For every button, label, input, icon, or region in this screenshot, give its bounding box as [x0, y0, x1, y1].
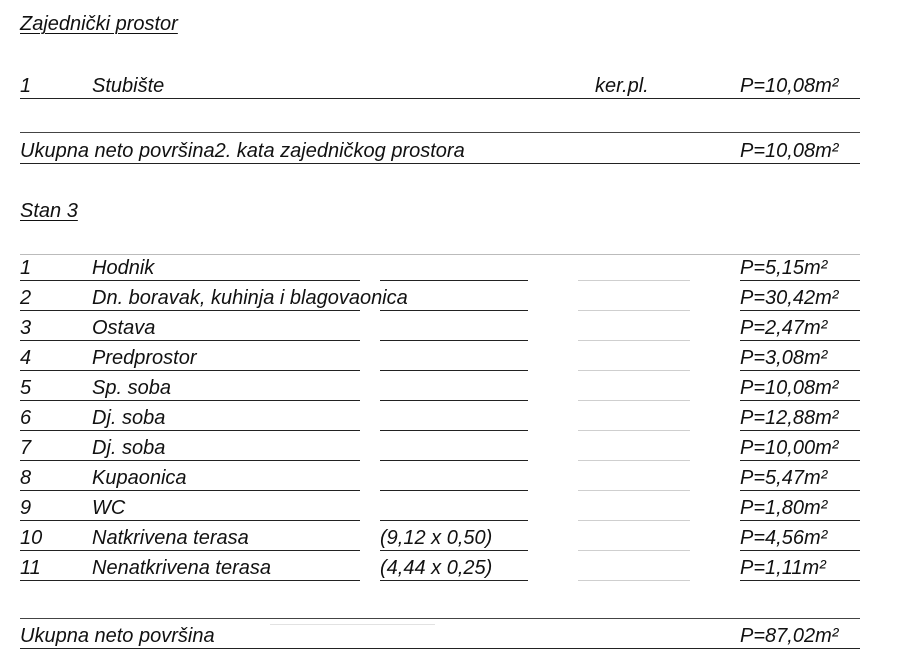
- table-row-area: P=10,00m²: [740, 437, 839, 459]
- table-row-rule: [380, 280, 528, 281]
- table-row-area: P=10,08m²: [740, 377, 839, 399]
- table-row-rule: [740, 550, 860, 551]
- table-row-area: P=5,15m²: [740, 257, 828, 279]
- table-row-num: 3: [20, 317, 32, 339]
- table-row-area: P=30,42m²: [740, 287, 839, 309]
- zajednicki-total-top-rule: [20, 132, 860, 133]
- table-row-num: 8: [20, 467, 32, 489]
- table-row-rule: [20, 460, 360, 461]
- section-heading-stan3: Stan 3: [20, 200, 78, 222]
- stan3-total-top-rule: [20, 618, 860, 619]
- table-row-rule: [740, 370, 860, 371]
- table-row-area: P=4,56m²: [740, 527, 828, 549]
- table-row-num: 10: [20, 527, 43, 549]
- table-row-dims: (9,12 x 0,50): [380, 527, 493, 549]
- section-heading-zajednicki: Zajednički prostor: [20, 13, 178, 35]
- table-row-faint-rule: [578, 460, 690, 461]
- table-row-rule: [20, 400, 360, 401]
- table-row-area: P=3,08m²: [740, 347, 828, 369]
- table-row-rule: [380, 340, 528, 341]
- table-row-name: Kupaonica: [92, 467, 187, 489]
- table-row-area: P=5,47m²: [740, 467, 828, 489]
- table-row-name: Dj. soba: [92, 407, 166, 429]
- table-row-faint-rule: [578, 490, 690, 491]
- table-row-num: 4: [20, 347, 32, 369]
- table-row-rule: [20, 580, 360, 581]
- table-row-num: 7: [20, 437, 32, 459]
- table-row-name: Natkrivena terasa: [92, 527, 249, 549]
- table-row-faint-rule: [578, 520, 690, 521]
- table-row-rule: [380, 430, 528, 431]
- table-row-num: 11: [20, 557, 41, 579]
- table-row-rule: [20, 550, 360, 551]
- zajednicki-total-label: Ukupna neto površina2. kata zajedničkog prostora: [20, 140, 465, 162]
- table-row-rule: [740, 400, 860, 401]
- table-row-faint-rule: [578, 430, 690, 431]
- table-row-rule: [380, 520, 528, 521]
- table-row-rule: [740, 580, 860, 581]
- zajednicki-row-name: Stubište: [92, 75, 165, 97]
- stan3-total-bottom-rule: [20, 648, 860, 649]
- table-row-rule: [740, 490, 860, 491]
- table-row-rule: [380, 310, 528, 311]
- table-row-rule: [380, 400, 528, 401]
- zajednicki-row-rule: [20, 98, 860, 99]
- table-row-rule: [380, 580, 528, 581]
- table-row-rule: [740, 430, 860, 431]
- zajednicki-row-num: 1: [20, 75, 32, 97]
- stan3-total-area: P=87,02m²: [740, 625, 839, 647]
- table-row-rule: [380, 490, 528, 491]
- table-row-area: P=12,88m²: [740, 407, 839, 429]
- stan3-table-top-rule: [20, 254, 860, 255]
- zajednicki-row-finish: ker.pl.: [595, 75, 649, 97]
- table-row-dims: (4,44 x 0,25): [380, 557, 493, 579]
- table-row-rule: [20, 520, 360, 521]
- table-row-rule: [20, 490, 360, 491]
- table-row-faint-rule: [578, 550, 690, 551]
- table-row-faint-rule: [578, 580, 690, 581]
- table-row-num: 2: [20, 287, 32, 309]
- table-row-name: Ostava: [92, 317, 156, 339]
- table-row-name: Dj. soba: [92, 437, 166, 459]
- table-row-rule: [740, 340, 860, 341]
- table-row-faint-rule: [578, 280, 690, 281]
- stan3-total-label: Ukupna neto površina: [20, 625, 215, 647]
- table-row-faint-rule: [578, 400, 690, 401]
- table-row-num: 5: [20, 377, 32, 399]
- stan3-total-smudge: [270, 624, 435, 625]
- zajednicki-row-area: P=10,08m²: [740, 75, 839, 97]
- table-row-rule: [20, 280, 360, 281]
- table-row-name: Dn. boravak, kuhinja i blagovaonica: [92, 287, 408, 309]
- table-row-faint-rule: [578, 370, 690, 371]
- table-row-rule: [740, 460, 860, 461]
- table-row-rule: [740, 520, 860, 521]
- table-row-name: Sp. soba: [92, 377, 171, 399]
- table-row-name: Hodnik: [92, 257, 155, 279]
- table-row-faint-rule: [578, 310, 690, 311]
- table-row-rule: [20, 310, 360, 311]
- table-row-name: WC: [92, 497, 126, 519]
- table-row-rule: [20, 340, 360, 341]
- table-row-area: P=1,80m²: [740, 497, 828, 519]
- table-row-rule: [380, 370, 528, 371]
- zajednicki-total-bottom-rule: [20, 163, 860, 164]
- table-row-name: Predprostor: [92, 347, 197, 369]
- table-row-rule: [20, 430, 360, 431]
- table-row-rule: [740, 310, 860, 311]
- table-row-num: 6: [20, 407, 32, 429]
- table-row-faint-rule: [578, 340, 690, 341]
- table-row-rule: [20, 370, 360, 371]
- table-row-num: 1: [20, 257, 32, 279]
- table-row-area: P=2,47m²: [740, 317, 828, 339]
- zajednicki-total-area: P=10,08m²: [740, 140, 839, 162]
- table-row-rule: [380, 550, 528, 551]
- table-row-name: Nenatkrivena terasa: [92, 557, 271, 579]
- table-row-area: P=1,11m²: [740, 557, 826, 579]
- table-row-rule: [740, 280, 860, 281]
- table-row-num: 9: [20, 497, 32, 519]
- table-row-rule: [380, 460, 528, 461]
